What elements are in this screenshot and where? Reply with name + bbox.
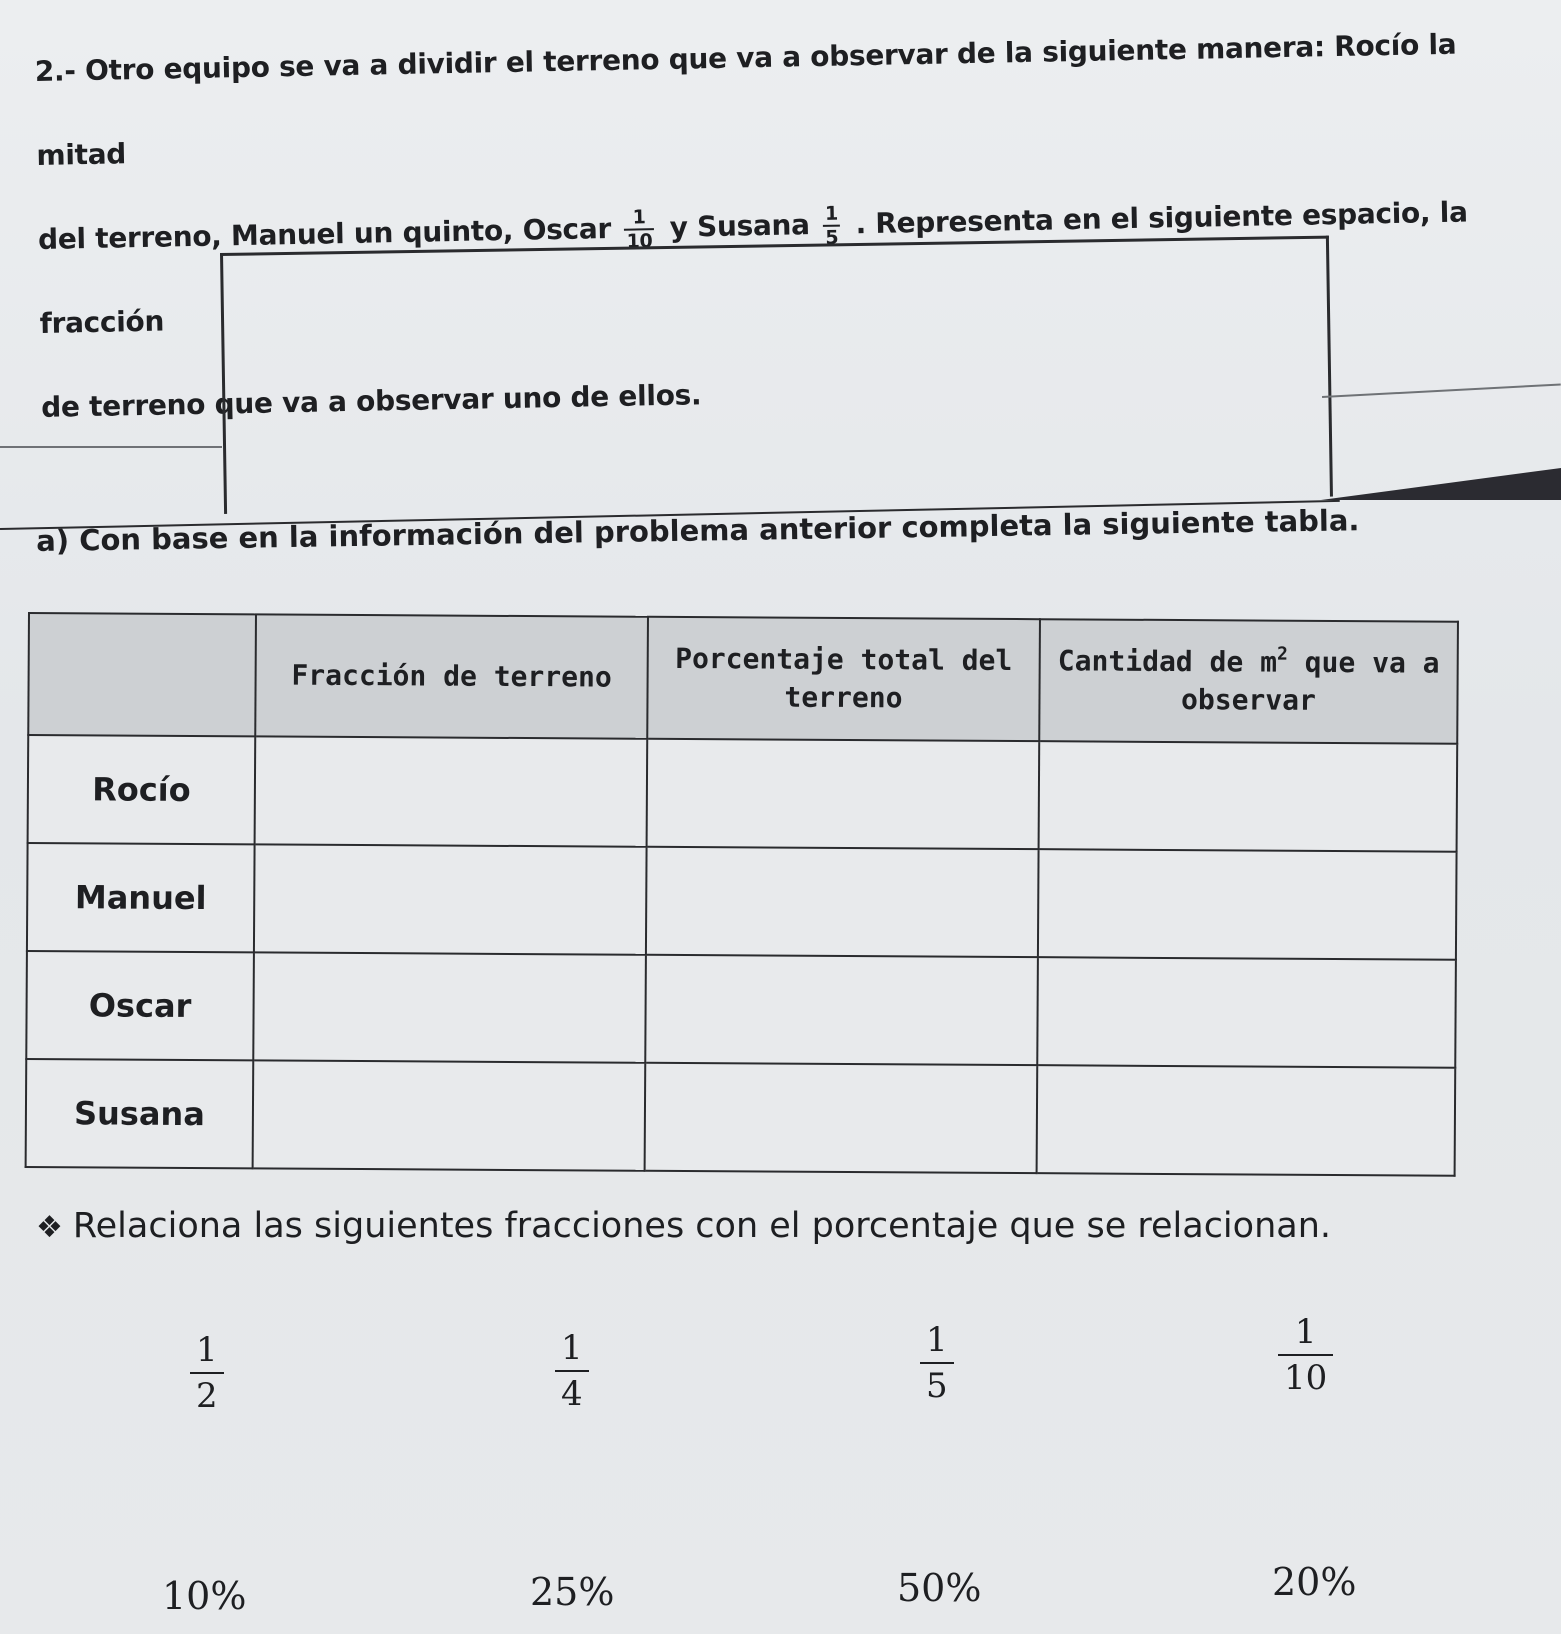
fraction-numerator: 1 bbox=[926, 1320, 948, 1360]
relate-instruction bbox=[36, 1206, 1331, 1246]
drawing-space-box[interactable] bbox=[220, 236, 1333, 514]
fraction-denominator: 10 bbox=[1278, 1354, 1333, 1398]
problem-line-2-part-b: y Susana bbox=[669, 208, 811, 244]
problem-line-2-part-c: . Representa en el siguiente espacio, la fracción bbox=[39, 195, 1468, 340]
answer-cell-cantidad[interactable] bbox=[1037, 1065, 1456, 1176]
fraction-numerator: 1 bbox=[561, 1328, 583, 1368]
row-label-rocio: Rocío bbox=[28, 735, 256, 844]
fraction-denominator: 10 bbox=[624, 228, 654, 253]
fraction-one-tenth[interactable] bbox=[1278, 1312, 1333, 1398]
fraction-denominator: 2 bbox=[190, 1372, 224, 1416]
table-row bbox=[27, 843, 1457, 960]
table-row bbox=[26, 951, 1456, 1068]
answer-cell-fraccion[interactable] bbox=[253, 952, 646, 1062]
percentage-option[interactable]: 50% bbox=[897, 1566, 982, 1610]
header-cantidad-exponent: 2 bbox=[1276, 643, 1288, 665]
fraction-one-half[interactable] bbox=[190, 1330, 224, 1416]
row-label-manuel: Manuel bbox=[27, 843, 255, 952]
header-cantidad-text: Cantidad de m bbox=[1057, 644, 1278, 679]
paper-edge-line bbox=[0, 446, 222, 448]
fraction-numerator: 1 bbox=[632, 206, 646, 229]
diamond-bullet-icon: ❖ bbox=[36, 1210, 63, 1245]
fraction-numerator: 1 bbox=[1294, 1312, 1317, 1352]
fraction-one-quarter[interactable] bbox=[555, 1328, 589, 1414]
answer-cell-cantidad[interactable] bbox=[1037, 957, 1456, 1068]
percentage-option[interactable]: 10% bbox=[162, 1574, 247, 1618]
problem-line-2-part-a: del terreno, Manuel un quinto, Oscar bbox=[37, 211, 612, 256]
instruction-a: a) Con base en la información del problema anterior completa la siguiente tabla. bbox=[36, 503, 1360, 558]
table-header-row bbox=[28, 613, 1458, 744]
fraction-table bbox=[25, 612, 1459, 1177]
fraction-susana bbox=[823, 203, 841, 249]
fraction-denominator: 5 bbox=[823, 225, 840, 249]
percentage-option[interactable]: 25% bbox=[530, 1570, 615, 1614]
row-label-oscar: Oscar bbox=[26, 951, 254, 1060]
table-row bbox=[28, 735, 1458, 852]
answer-cell-porcentaje[interactable] bbox=[645, 955, 1038, 1065]
answer-cell-fraccion[interactable] bbox=[255, 736, 648, 846]
header-cantidad bbox=[1039, 619, 1458, 744]
fraction-one-fifth[interactable] bbox=[920, 1320, 954, 1406]
problem-line-3: de terreno que va a observar uno de ellos. bbox=[40, 378, 702, 424]
fraction-denominator: 4 bbox=[555, 1370, 589, 1414]
answer-cell-cantidad[interactable] bbox=[1038, 849, 1457, 960]
header-fraccion: Fracción de terreno bbox=[255, 614, 648, 738]
header-cantidad-text-end: que va a observar bbox=[1180, 645, 1440, 717]
answer-cell-porcentaje[interactable] bbox=[647, 739, 1040, 849]
answer-cell-fraccion[interactable] bbox=[254, 844, 647, 954]
problem-line-1: 2.- Otro equipo se va a dividir el terreno que va a observar de la siguiente manera: Rocío la mitad bbox=[34, 27, 1457, 172]
answer-cell-fraccion[interactable] bbox=[253, 1060, 646, 1170]
answer-cell-porcentaje[interactable] bbox=[645, 1063, 1038, 1173]
fraction-numerator: 1 bbox=[196, 1330, 218, 1370]
table-row bbox=[26, 1059, 1456, 1176]
fraction-numerator: 1 bbox=[824, 202, 839, 225]
percentage-option[interactable]: 20% bbox=[1272, 1560, 1357, 1604]
header-porcentaje: Porcentaje total del terreno bbox=[647, 617, 1040, 741]
header-empty-cell bbox=[28, 613, 256, 736]
relate-text: Relaciona las siguientes fracciones con el porcentaje que se relacionan. bbox=[72, 1206, 1332, 1246]
fraction-denominator: 5 bbox=[920, 1362, 954, 1406]
row-label-susana: Susana bbox=[26, 1059, 254, 1168]
answer-cell-porcentaje[interactable] bbox=[646, 847, 1039, 957]
answer-cell-cantidad[interactable] bbox=[1039, 741, 1458, 852]
